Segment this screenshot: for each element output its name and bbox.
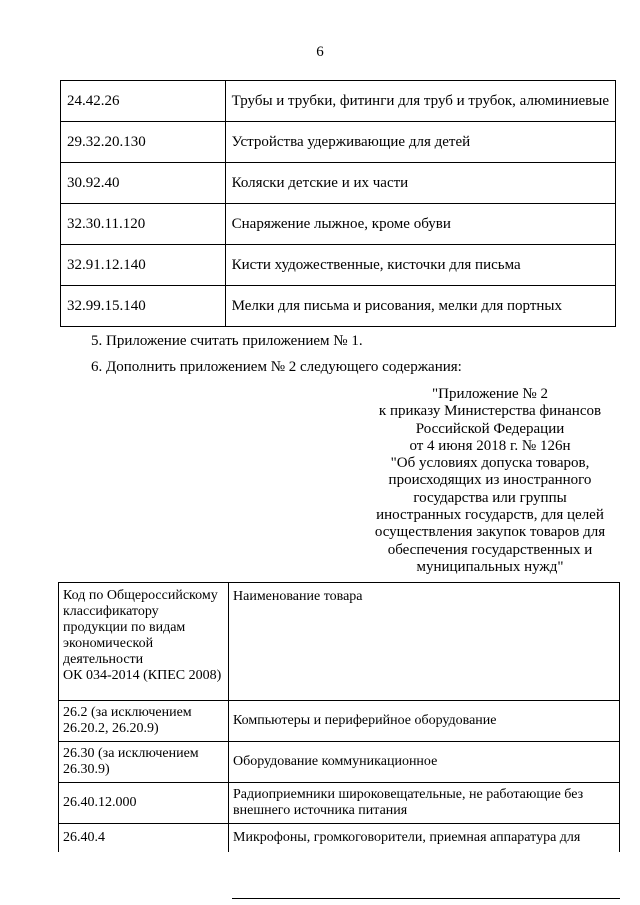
header-code-line: классификатору [63, 604, 159, 619]
product-name-cell: Мелки для письма и рисования, мелки для портных [225, 286, 615, 327]
appendix-2-products-table [58, 582, 620, 852]
code-line: 26.2 (за исключением [63, 705, 192, 720]
okpd-code-cell: 32.91.12.140 [61, 245, 226, 286]
name-line: внешнего источника питания [233, 803, 408, 818]
appendix-header-line: государства или группы [413, 489, 567, 506]
header-code-line: ОК 034-2014 (КПЕС 2008) [63, 668, 222, 683]
appendix-header-line: к приказу Министерства финансов [378, 403, 602, 420]
appendix-header-line: муниципальных нужд" [416, 558, 564, 575]
appendix-header-line: обеспечения государственных и [387, 541, 593, 558]
okpd-code-cell: 32.30.11.120 [61, 204, 226, 245]
product-name-cell: Снаряжение лыжное, кроме обуви [225, 204, 615, 245]
header-code-cell [59, 583, 229, 701]
okpd-code-cell [59, 701, 229, 742]
name-line: Компьютеры и периферийное оборудование [233, 713, 497, 728]
okpd-code-cell: 32.99.15.140 [61, 286, 226, 327]
okpd-code-cell: 29.32.20.130 [61, 122, 226, 163]
appendix-header-line: иностранных государств, для целей [376, 507, 604, 524]
table-row [61, 286, 616, 327]
okpd-code-cell [59, 783, 229, 824]
okpd-code-cell [59, 742, 229, 783]
appendix-header-line: от 4 июня 2018 г. № 126н [409, 437, 571, 454]
okpd-code-cell: 30.92.40 [61, 163, 226, 204]
appendix-header-line: осуществления закупок товаров для [374, 524, 606, 541]
table-row [59, 783, 620, 824]
header-name-cell: Наименование товара [229, 583, 620, 701]
product-name-cell [229, 783, 620, 824]
table-row [61, 204, 616, 245]
table-row [61, 81, 616, 122]
products-table-continued [60, 80, 616, 327]
table-row [61, 245, 616, 286]
table-bottom-border [232, 898, 620, 899]
name-line: Микрофоны, громкоговорители, приемная аппаратура для [233, 830, 581, 845]
code-line: 26.40.4 [63, 830, 105, 845]
name-line: Радиоприемники широковещательные, не работающие без [233, 787, 584, 802]
appendix-header-line: Российской Федерации [415, 420, 565, 437]
table-row [59, 742, 620, 783]
table-row [61, 122, 616, 163]
appendix-header-line: "Об условиях допуска товаров, [390, 455, 590, 472]
appendix-header-line: "Приложение № 2 [432, 386, 548, 402]
code-line: 26.30 (за исключением [63, 746, 199, 761]
product-name-cell [229, 742, 620, 783]
table-row [59, 701, 620, 742]
header-code-line: Код по Общероссийскому [63, 588, 218, 603]
product-name-cell: Коляски детские и их части [225, 163, 615, 204]
paragraph-6: 6. Дополнить приложением № 2 следующего содержания: [91, 359, 462, 375]
product-name-cell: Кисти художественные, кисточки для письма [225, 245, 615, 286]
product-name-cell: Трубы и трубки, фитинги для труб и трубок, алюминиевые [225, 81, 615, 122]
code-line: 26.20.2, 26.20.9) [63, 721, 159, 736]
header-code-line: экономической [63, 636, 154, 651]
code-line: 26.30.9) [63, 762, 110, 777]
table-header-row [59, 583, 620, 701]
appendix-header-line: происходящих из иностранного [388, 472, 592, 489]
table-row [61, 163, 616, 204]
paragraph-5: 5. Приложение считать приложением № 1. [91, 333, 363, 349]
code-line: 26.40.12.000 [63, 795, 137, 810]
okpd-code-cell [59, 824, 229, 853]
table-row [59, 824, 620, 853]
appendix-header [360, 386, 620, 576]
product-name-cell: Устройства удерживающие для детей [225, 122, 615, 163]
product-name-cell [229, 701, 620, 742]
header-code-line: продукции по видам [63, 620, 186, 635]
header-code-line: деятельности [63, 652, 144, 667]
page-number: 6 [316, 44, 324, 60]
name-line: Оборудование коммуникационное [233, 754, 438, 769]
product-name-cell [229, 824, 620, 853]
okpd-code-cell: 24.42.26 [61, 81, 226, 122]
